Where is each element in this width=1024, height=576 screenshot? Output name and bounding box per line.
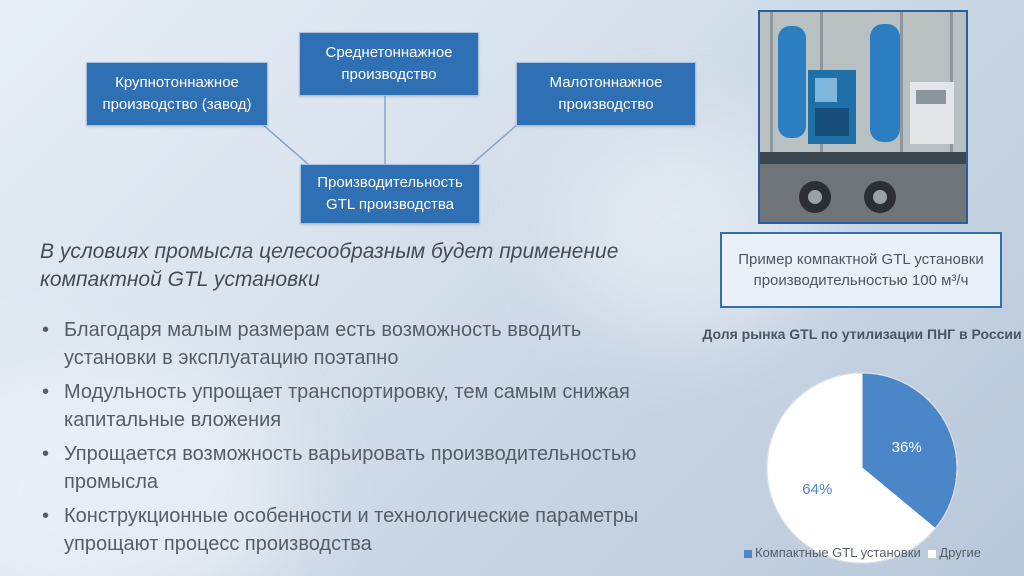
lead-text: В условиях промысла целесообразным будет применение компактной GTL установки (40, 240, 619, 291)
bullet-dot: • (42, 443, 50, 465)
bullet-text: Благодаря малым размерам есть возможность вводить установки в эксплуатацию поэтапно (64, 319, 582, 369)
diagram-label-small: Малотоннажное производство (549, 74, 663, 113)
legend-label-other: Другие (939, 545, 981, 560)
bullet-dot: • (42, 505, 50, 527)
bullet-dot: • (42, 381, 50, 403)
diagram-label-large: Крупнотоннажное производство (завод) (102, 74, 252, 113)
chart-legend (744, 545, 981, 560)
bullet-dot: • (42, 319, 50, 341)
bullet-text: Упрощается возможность варьировать производительностью промысла (64, 443, 637, 493)
pie-label-compact: 36% (891, 438, 922, 456)
pie-label-other: 64% (802, 481, 833, 499)
diagram-label-medium: Среднетоннажное производство (325, 44, 453, 83)
bullet-text: Конструкционные особенности и технологические параметры упрощают процесс производства (64, 505, 639, 555)
bullet-text: Модульность упрощает транспортировку, тем самым снижая капитальные вложения (64, 381, 630, 431)
legend-swatch-compact (744, 550, 752, 558)
legend-label-compact: Компактные GTL установки (755, 545, 921, 560)
chart-title: Доля рынка GTL по утилизации ПНГ в России (702, 326, 1022, 342)
diagram-label-center: Производительность GTL производства (317, 174, 463, 213)
legend-swatch-other (928, 550, 936, 558)
photo-caption-text: Пример компактной GTL установки производительностью 100 м³/ч (738, 251, 984, 289)
